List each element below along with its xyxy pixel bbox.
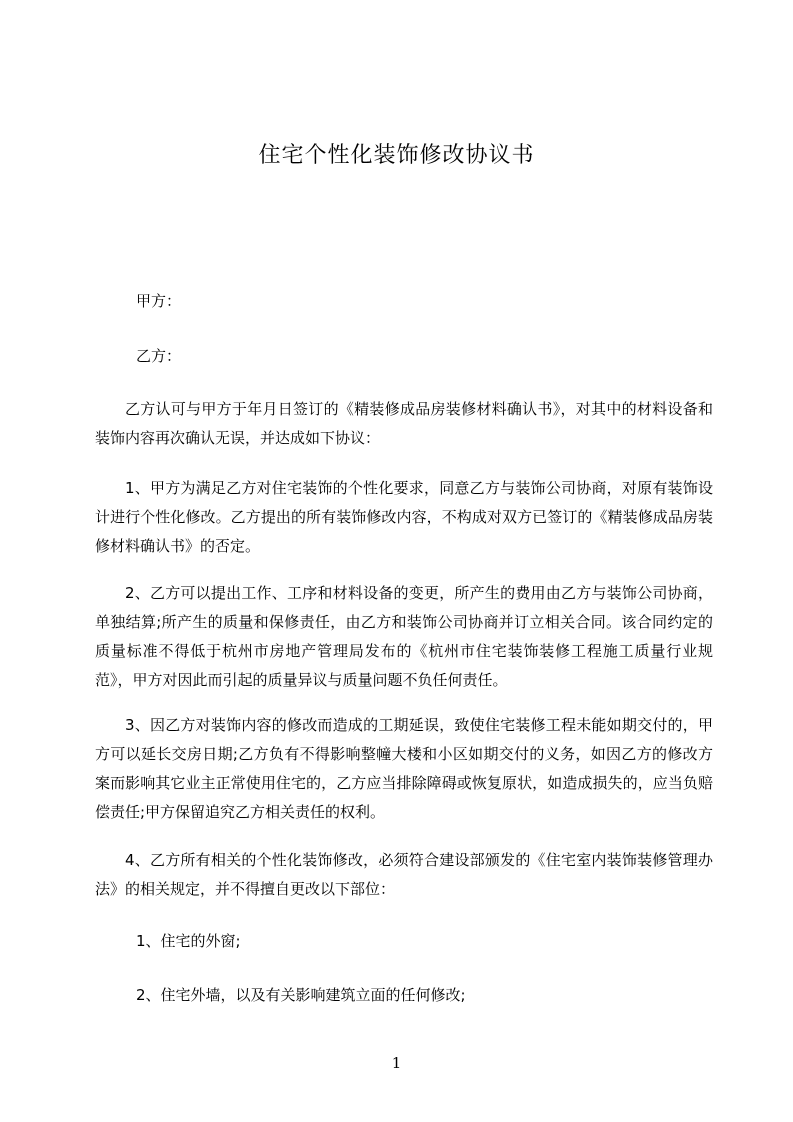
list-item-exterior-wall: 2、住宅外墙，以及有关影响建筑立面的任何修改; bbox=[136, 986, 466, 1004]
clause-2-paragraph: 2、乙方可以提出工作、工序和材料设备的变更，所产生的费用由乙方与装饰公司协商，单独结算;所产生的质量和保修责任，由乙方和装饰公司协商并订立相关合同。该合同约定的质量标准不得低于杭州市房地产管理局发布的《杭州市住宅装饰装修工程施工质量行业规范》，甲方对因此而引起的质量异议与质量问题不负任何责任。 bbox=[95, 584, 713, 689]
document-title: 住宅个性化装饰修改协议书 bbox=[258, 143, 535, 168]
clause-1-paragraph: 1、甲方为满足乙方对住宅装饰的个性化要求，同意乙方与装饰公司协商，对原有装饰设计进行个性化修改。乙方提出的所有装饰修改内容，不构成对双方已签订的《精装修成品房装修材料确认书》的否定。 bbox=[95, 479, 713, 555]
intro-paragraph: 乙方认可与甲方于年月日签订的《精装修成品房装修材料确认书》，对其中的材料设备和装饰内容再次确认无误，并达成如下协议： bbox=[95, 400, 713, 447]
clause-3-paragraph: 3、因乙方对装饰内容的修改而造成的工期延误，致使住宅装修工程未能如期交付的，甲方可以延长交房日期;乙方负有不得影响整幢大楼和小区如期交付的义务，如因乙方的修改方案而影响其它业主正常使用住宅的，乙方应当排除障碍或恢复原状，如造成损失的，应当负赔偿责任;甲方保留追究乙方相关责任的权利。 bbox=[95, 716, 713, 821]
page-number: 1 bbox=[391, 1054, 402, 1072]
list-item-exterior-window: 1、住宅的外窗; bbox=[136, 932, 241, 950]
party-a-label: 甲方： bbox=[136, 292, 182, 310]
clause-4-paragraph: 4、乙方所有相关的个性化装饰修改，必须符合建设部颁发的《住宅室内装饰装修管理办法》的相关规定，并不得擅自更改以下部位： bbox=[95, 851, 713, 898]
party-b-label: 乙方： bbox=[136, 347, 182, 365]
